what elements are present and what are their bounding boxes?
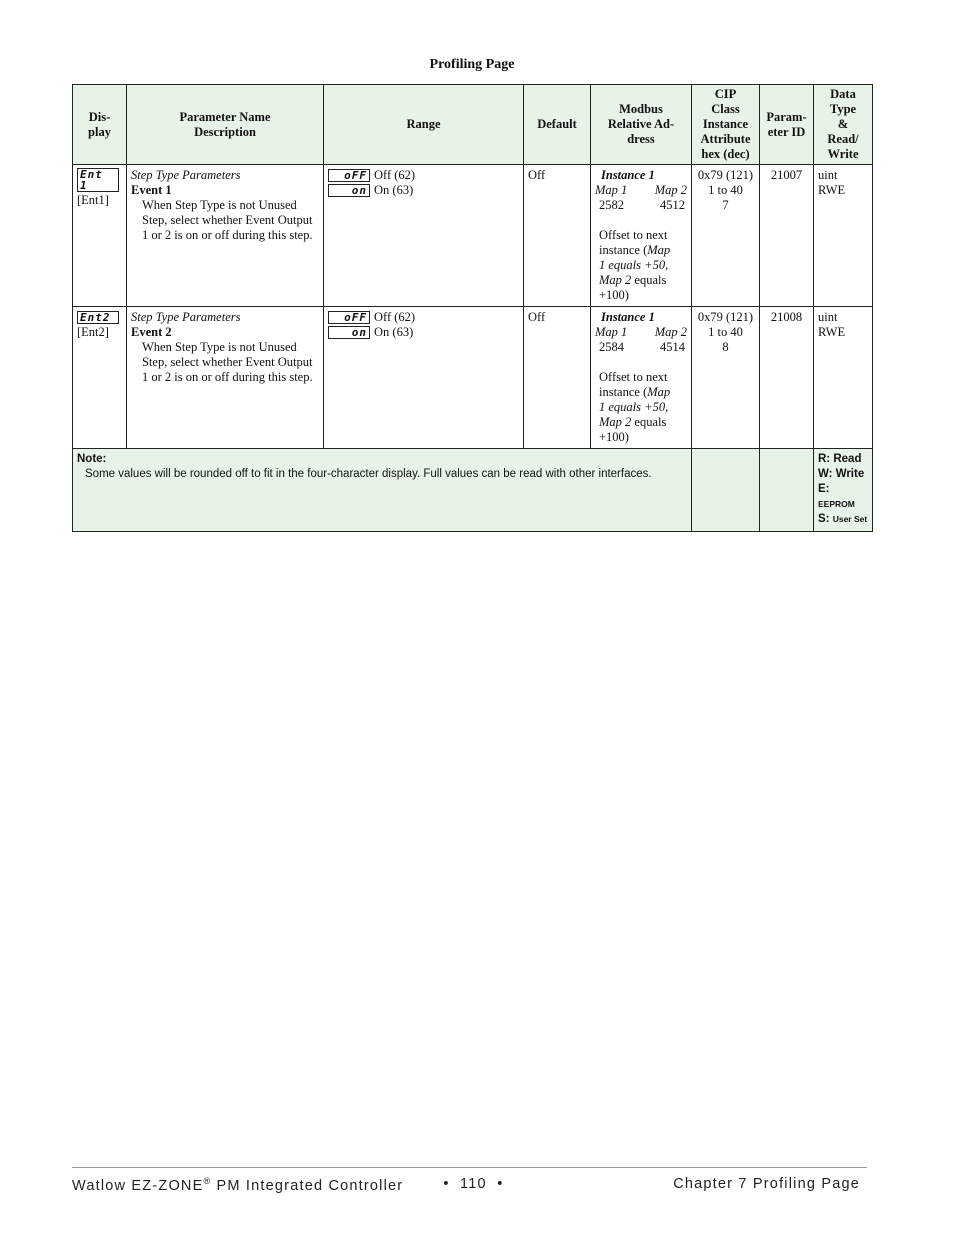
param-id-cell: 21008	[760, 307, 814, 449]
param-group: Step Type Parameters	[131, 310, 241, 324]
legend-eeprom: E: EEPROM	[818, 483, 855, 509]
footer-divider	[72, 1167, 867, 1168]
offset-note: Offset to next instance (Map 1 equals +50, Map 2 equals +100)	[599, 228, 671, 302]
legend-user-set: S: User Set	[818, 513, 868, 525]
param-name: Event 2	[131, 325, 172, 339]
modbus-instance: Instance 1	[601, 310, 655, 324]
lcd-option: on	[328, 326, 370, 339]
modbus-cell	[591, 307, 692, 449]
range-option-text: On (63)	[374, 183, 414, 197]
table-row	[73, 307, 873, 449]
param-id-cell: 21007	[760, 165, 814, 307]
range-option-text: Off (62)	[374, 310, 416, 324]
legend-read: R: Read	[818, 453, 862, 465]
note-row	[73, 449, 873, 532]
note-empty-cell	[692, 449, 760, 532]
header-modbus: Modbus Relative Ad- dress	[591, 85, 692, 165]
modbus-instance: Instance 1	[601, 168, 655, 182]
rw-legend	[814, 449, 873, 532]
cip-cell: 0x79 (121) 1 to 40 8	[692, 307, 760, 449]
range-option	[328, 168, 519, 183]
legend-write: W: Write	[818, 468, 865, 480]
page-number: • 110 •	[443, 1176, 504, 1192]
map-values: 2584 4514	[599, 340, 685, 354]
range-cell	[324, 307, 524, 449]
parameter-table	[72, 84, 873, 532]
lcd-display: Ent 1	[77, 168, 119, 192]
range-option	[328, 183, 519, 198]
cip-cell: 0x79 (121) 1 to 40 7	[692, 165, 760, 307]
range-option	[328, 310, 519, 325]
modbus-cell	[591, 165, 692, 307]
map-labels: Map 1 Map 2	[595, 325, 687, 339]
lcd-option: on	[328, 184, 370, 197]
page-title: Profiling Page	[429, 57, 515, 72]
table-row	[73, 165, 873, 307]
lcd-option: oFF	[328, 311, 370, 324]
lcd-option: oFF	[328, 169, 370, 182]
lcd-display: Ent2	[77, 311, 119, 324]
default-cell: Off	[524, 307, 591, 449]
header-param-name: Parameter Name Description	[127, 85, 324, 165]
header-display: Dis- play	[73, 85, 127, 165]
display-code: [Ent1]	[77, 193, 109, 207]
range-option-text: On (63)	[374, 325, 414, 339]
page-footer	[72, 1176, 860, 1194]
footer-chapter: Chapter 7 Profiling Page	[673, 1176, 860, 1192]
footer-product: Watlow EZ-ZONE® PM Integrated Controller	[72, 1176, 404, 1194]
data-type-cell: uint RWE	[814, 307, 873, 449]
data-type-cell: uint RWE	[814, 165, 873, 307]
default-cell: Off	[524, 165, 591, 307]
map-values: 2582 4512	[599, 198, 685, 212]
header-cip: CIP Class Instance Attribute hex (dec)	[692, 85, 760, 165]
note-text: Some values will be rounded off to fit in the four-character display. Full values can be read with other interfaces.	[85, 468, 652, 480]
map-labels: Map 1 Map 2	[595, 183, 687, 197]
note-cell	[73, 449, 692, 532]
description-cell	[127, 165, 324, 307]
header-param-id: Param- eter ID	[760, 85, 814, 165]
param-name: Event 1	[131, 183, 172, 197]
range-cell	[324, 165, 524, 307]
param-description: When Step Type is not Unused Step, select whether Event Output 1 or 2 is on or off during this step.	[142, 198, 313, 242]
header-row	[73, 85, 873, 165]
offset-note: Offset to next instance (Map 1 equals +50, Map 2 equals +100)	[599, 370, 671, 444]
header-default: Default	[524, 85, 591, 165]
display-code: [Ent2]	[77, 325, 109, 339]
param-group: Step Type Parameters	[131, 168, 241, 182]
note-empty-cell	[760, 449, 814, 532]
header-range: Range	[324, 85, 524, 165]
param-description: When Step Type is not Unused Step, select whether Event Output 1 or 2 is on or off during this step.	[142, 340, 313, 384]
range-option	[328, 325, 519, 340]
display-cell	[73, 165, 127, 307]
range-option-text: Off (62)	[374, 168, 416, 182]
note-label: Note:	[77, 453, 107, 465]
display-cell	[73, 307, 127, 449]
description-cell	[127, 307, 324, 449]
header-data-type: Data Type & Read/ Write	[814, 85, 873, 165]
